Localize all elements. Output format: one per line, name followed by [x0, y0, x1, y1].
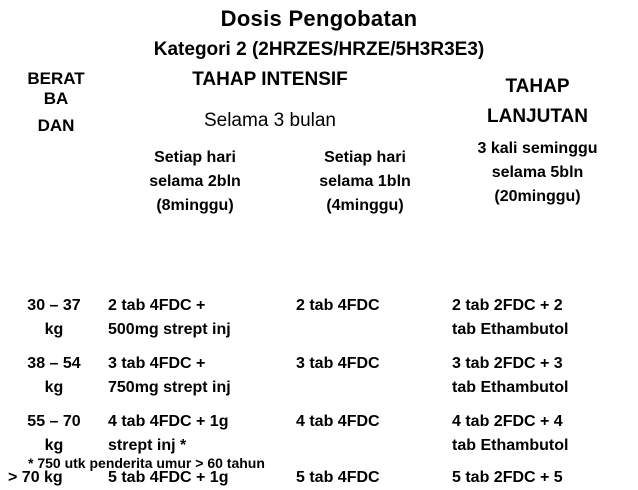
footnote: [28, 455, 265, 471]
continuation-line: tab Ethambutol: [452, 379, 569, 396]
intensive-phase-header: TAHAP INTENSIF: [192, 69, 348, 90]
daily-2bln-line: Setiap hari: [154, 149, 236, 166]
phase2-line: 5 tab 4FDC: [296, 469, 380, 486]
continuation-line: 5 tab 2FDC + 5: [452, 469, 563, 486]
weight-line: 55 – 70: [27, 413, 81, 430]
table-row-phase1: [108, 294, 288, 342]
table-row-weight: [8, 352, 100, 400]
page-title: Dosis Pengobatan: [220, 6, 418, 31]
daily-2bln-header: [110, 146, 280, 218]
phase1-line: 4 tab 4FDC + 1g: [108, 413, 229, 430]
phase1-line: strept inj *: [108, 437, 187, 454]
daily-1bln-line: selama 1bln: [319, 173, 411, 190]
continuation-line: tab Ethambutol: [452, 321, 569, 338]
continuation-schedule-line: 3 kali seminggu: [477, 140, 598, 157]
intensive-duration: Selama 3 bulan: [203, 110, 337, 131]
weight-header-line: DAN: [37, 116, 75, 135]
table-row-continuation: [452, 352, 636, 400]
phase2-line: 3 tab 4FDC: [296, 355, 380, 372]
table-row-weight: [8, 410, 100, 458]
table-row-phase2: [296, 352, 446, 376]
weight-line: > 70 kg: [8, 469, 63, 486]
table-row-phase2: [296, 294, 446, 318]
continuation-header-line: LANJUTAN: [487, 106, 588, 127]
daily-2bln-line: selama 2bln: [149, 173, 241, 190]
table-row-phase2: [296, 466, 380, 490]
phase2-line: 2 tab 4FDC: [296, 297, 380, 314]
page-subtitle: Kategori 2 (2HRZES/HRZE/5H3R3E3): [153, 39, 485, 60]
weight-header-line: BERAT: [27, 69, 85, 88]
weight-line: 38 – 54: [27, 355, 81, 372]
table-row-phase1: [108, 352, 288, 400]
footnote-text: * 750 utk penderita umur > 60 tahun: [28, 455, 265, 471]
weight-line: kg: [44, 379, 64, 396]
weight-line: kg: [44, 437, 64, 454]
phase1-line: 500mg strept inj: [108, 321, 231, 338]
weight-line: kg: [44, 321, 64, 338]
weight-line: 30 – 37: [27, 297, 81, 314]
daily-2bln-line: (8minggu): [156, 197, 234, 214]
daily-1bln-line: Setiap hari: [324, 149, 406, 166]
phase1-line: 5 tab 4FDC + 1g: [108, 469, 229, 486]
continuation-phase-header: [440, 72, 635, 132]
table-row-continuation: [452, 410, 636, 458]
continuation-schedule: [440, 137, 635, 209]
table-row-phase1: [108, 410, 288, 458]
continuation-schedule-line: (20minggu): [494, 188, 581, 205]
phase1-line: 2 tab 4FDC +: [108, 297, 206, 314]
continuation-line: 3 tab 2FDC + 3: [452, 355, 563, 372]
weight-header-line: BA: [43, 89, 69, 108]
continuation-header-line: TAHAP: [505, 76, 570, 97]
daily-1bln-header: [285, 146, 445, 218]
continuation-schedule-line: selama 5bln: [491, 164, 584, 181]
table-row-weight: [8, 294, 100, 342]
continuation-line: 2 tab 2FDC + 2: [452, 297, 563, 314]
table-row-continuation: [452, 466, 563, 490]
daily-1bln-line: (4minggu): [326, 197, 404, 214]
phase1-line: 3 tab 4FDC +: [108, 355, 206, 372]
phase1-line: 750mg strept inj: [108, 379, 231, 396]
continuation-line: tab Ethambutol: [452, 437, 569, 454]
table-row-continuation: [452, 294, 636, 342]
continuation-line: 4 tab 2FDC + 4: [452, 413, 563, 430]
phase2-line: 4 tab 4FDC: [296, 413, 380, 430]
table-row-phase2: [296, 410, 446, 434]
weight-column-header: [12, 67, 100, 137]
